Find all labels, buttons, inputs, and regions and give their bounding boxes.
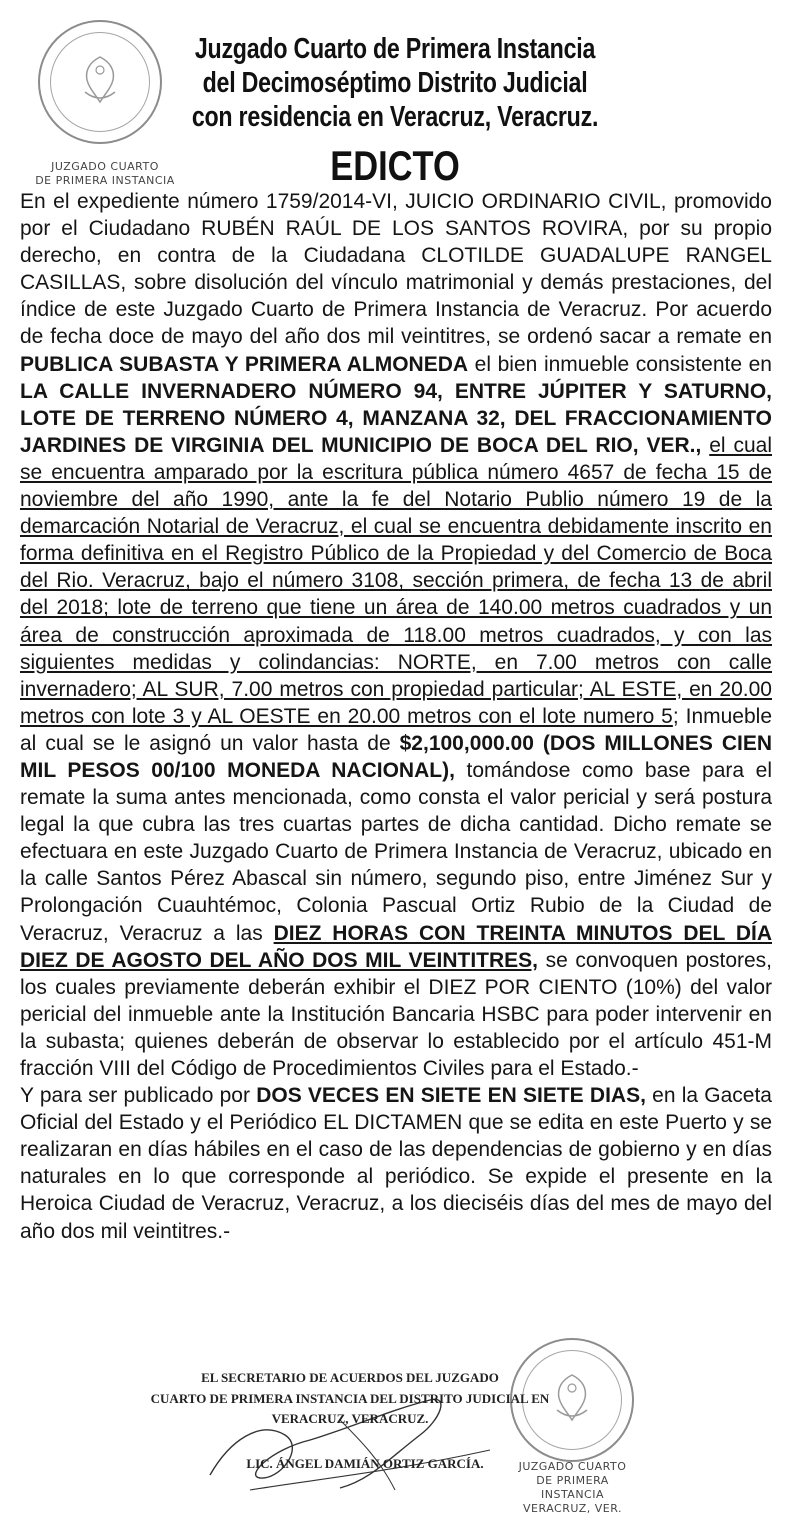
- p1-text-a: En el expediente número 1759/2014-VI, JUICIO ORDINARIO CIVIL, promovido por el Ciudadano RUBÉN RAÚL DE LOS SANTOS ROVIRA, por su propio derecho, en contra de la Ciudadana CLOTILDE GUADALUPE RANGEL CASILLAS, sobre disolución del vínculo matrimonial y demás prestaciones, del índice de este Juzgado Cuarto de Primera Instancia de Veracruz. Por acuerdo de fecha doce de mayo del año dos mil veintitres, se ordenó sacar a remate en: [20, 190, 772, 349]
- p1-text-k: se convoquen postores, los cuales previamente deberán exhibir el DIEZ POR CIENTO (10%) del valor pericial del inmueble ante la Institución Bancaria HSBC para poder intervenir en la subasta; quienes deberán de observar lo establecido por el artículo 451-M fracción VIII del Código de Procedimientos Civiles para el Estado.-: [20, 948, 772, 1080]
- stamp-top-line2: DE PRIMERA INSTANCIA: [35, 174, 175, 187]
- p1-bold-date: DIEZ HORAS CON TREINTA MINUTOS DEL DÍA DIEZ DE AGOSTO DEL AÑO DOS MIL VEINTITRES,: [20, 921, 772, 972]
- p1-text-c: el bien inmueble consistente en: [468, 352, 772, 376]
- p1-text-g: ; Inmueble al cual se le asignó un valor hasta de: [20, 704, 772, 755]
- header-line1: Juzgado Cuarto de Primera Instancia: [194, 33, 596, 65]
- stamp-bottom-line3: VERACRUZ, VER.: [523, 1502, 622, 1515]
- signature-block: [130, 1368, 570, 1430]
- paragraph-2: [20, 1082, 772, 1245]
- signature-title-line1: EL SECRETARIO DE ACUERDOS DEL JUZGADO: [201, 1370, 499, 1385]
- signer-name: LIC. ÁNGEL DAMIÁN ORTIZ GARCÍA.: [246, 1456, 484, 1471]
- eagle-emblem-icon: [75, 52, 125, 107]
- stamp-top-line1: JUZGADO CUARTO: [51, 160, 159, 173]
- p1-text-i: tomándose como base para el remate la suma antes mencionada, como consta el valor pericial y será postura legal la que cubra las tres cuartas partes de dicha cantidad. Dicho remate se efectuara en este Juzgado Cuarto de Primera Instancia de Veracruz, ubicado en la calle Santos Pérez Abascal sin número, segundo piso, entre Jiménez Sur y Prolongación Cuauhtémoc, Colonia Pascual Ortiz Rubio de la Ciudad de Veracruz, Veracruz a las: [20, 758, 772, 945]
- stamp-bottom-line2: DE PRIMERA INSTANCIA: [536, 1474, 609, 1501]
- p1-underlined-property: el cual se encuentra amparado por la escritura pública número 4657 de fecha 15 de noviembre del año 1990, ante la fe del Notario Publio número 19 de la demarcación Notarial de Veracruz, el cual se encuentra debidamente inscrito en forma definitiva en el Registro Público de la Propiedad y del Comercio de Boca del Rio. Veracruz, bajo el número 3108, sección primera, de fecha 13 de abril del 2018; lote de terreno que tiene un área de 140.00 metros cuadrados y un área de construcción aproximada de 118.00 metros cuadrados, y con las siguientes medidas y colindancias: NORTE, en 7.00 metros con calle invernadero; AL SUR, 7.00 metros con propiedad particular; AL ESTE, en 20.00 metros con lote 3 y AL OESTE en 20.00 metros con el lote numero 5: [20, 433, 772, 728]
- stamp-bottom-line1: JUZGADO CUARTO: [518, 1460, 627, 1473]
- court-stamp-top: [30, 160, 180, 188]
- official-seal-top: [38, 20, 162, 144]
- edict-body: [20, 188, 772, 1245]
- p2-text-a: Y para ser publicado por: [20, 1084, 257, 1108]
- p2-bold-frequency: DOS VECES EN SIETE EN SIETE DIAS,: [256, 1084, 646, 1108]
- p1-bold-auction: PUBLICA SUBASTA Y PRIMERA ALMONEDA: [20, 352, 469, 376]
- document-title: EDICTO: [330, 142, 460, 189]
- header-line2: del Decimoséptimo Distrito Judicial: [202, 67, 588, 99]
- header-line3: con residencia en Veracruz, Veracruz.: [191, 101, 599, 133]
- p1-bold-address: LA CALLE INVERNADERO NÚMERO 94, ENTRE JÚPITER Y SATURNO, LOTE DE TERRENO NÚMERO 4, MANZANA 32, DEL FRACCIONAMIENTO JARDINES DE VIRGINIA DEL MUNICIPIO DE BOCA DEL RIO, VER.,: [20, 379, 772, 457]
- paragraph-1: [20, 188, 772, 1082]
- signature-title-line2: CUARTO DE PRIMERA INSTANCIA DEL DISTRITO JUDICIAL EN: [150, 1390, 550, 1406]
- court-header: [191, 32, 599, 134]
- p1-bold-amount: $2,100,000.00 (DOS MILLONES CIEN MIL PESOS 00/100 MONEDA NACIONAL),: [20, 731, 772, 782]
- signature-title-line3: VERACRUZ, VERACRUZ.: [271, 1411, 429, 1426]
- p2-text-c: en la Gaceta Oficial del Estado y el Periódico EL DICTAMEN que se edita en este Puerto y se realizaran en días hábiles en el caso de las dependencias de gobierno y en días naturales en lo que corresponde al periódico. Se expide el presente en la Heroica Ciudad de Veracruz, Veracruz, a los dieciséis días del mes de mayo del año dos mil veintitres.-: [20, 1084, 772, 1243]
